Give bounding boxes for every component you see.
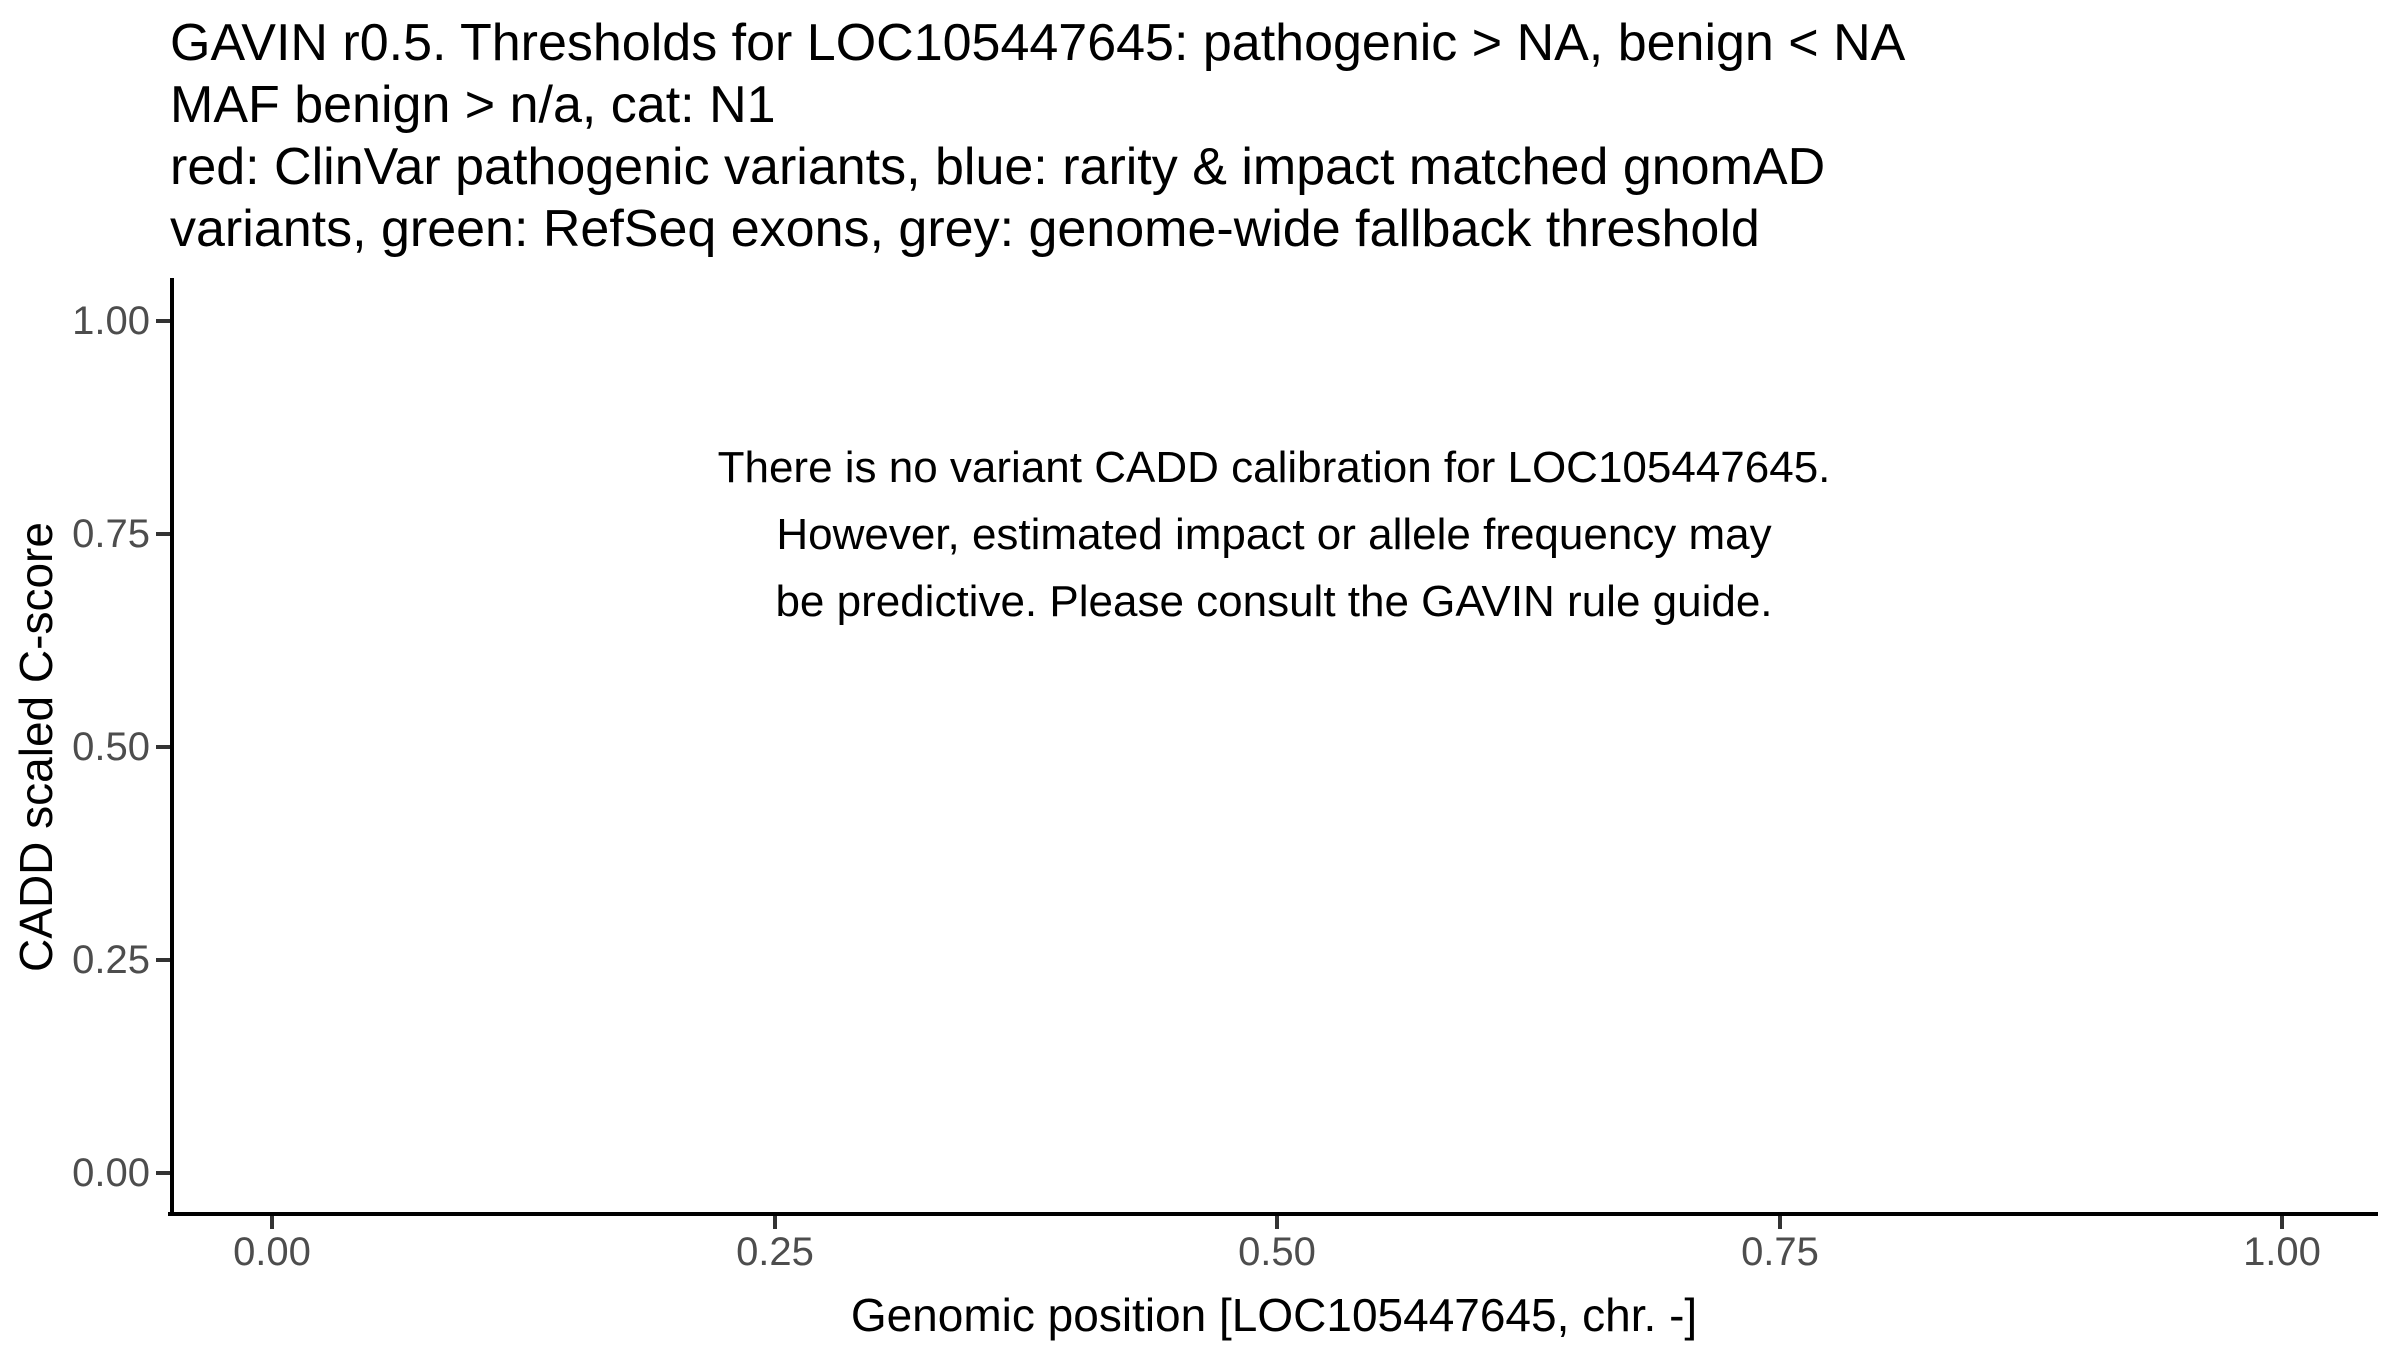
x-tick-mark — [1275, 1216, 1279, 1229]
x-axis-title: Genomic position [LOC105447645, chr. -] — [850, 1289, 1698, 1341]
x-axis-line — [168, 1212, 2378, 1216]
y-tick-mark — [156, 745, 170, 749]
y-axis-title: CADD scaled C-score — [10, 522, 62, 972]
annotation-line-3: be predictive. Please consult the GAVIN rule guide. — [775, 577, 1773, 626]
y-tick-mark — [156, 319, 170, 323]
y-tick-mark — [156, 958, 170, 962]
x-tick-label: 0.00 — [233, 1230, 311, 1274]
annotation-line-2: However, estimated impact or allele frequency may — [776, 510, 1772, 559]
plot-title-line-1: GAVIN r0.5. Thresholds for LOC105447645: pathogenic > NA, benign < NA — [170, 14, 1906, 72]
y-tick-label: 0.00 — [72, 1151, 150, 1195]
y-tick-label: 0.50 — [72, 725, 150, 769]
annotation-text — [170, 434, 2378, 635]
x-tick-label: 1.00 — [2243, 1230, 2321, 1274]
x-tick-label: 0.25 — [736, 1230, 814, 1274]
y-tick-mark — [156, 1171, 170, 1175]
x-tick-label: 0.50 — [1238, 1230, 1316, 1274]
plot-title-line-4: variants, green: RefSeq exons, grey: genome-wide fallback threshold — [170, 200, 1760, 258]
x-tick-mark — [1778, 1216, 1782, 1229]
y-tick-label: 0.75 — [72, 512, 150, 556]
plot-title-line-2: MAF benign > n/a, cat: N1 — [170, 76, 776, 134]
x-tick-mark — [773, 1216, 777, 1229]
plot-title — [170, 12, 1905, 260]
y-axis-line — [170, 278, 174, 1216]
y-tick-mark — [156, 532, 170, 536]
x-tick-mark — [2280, 1216, 2284, 1229]
x-tick-label: 0.75 — [1741, 1230, 1819, 1274]
x-tick-mark — [270, 1216, 274, 1229]
y-tick-label: 0.25 — [72, 938, 150, 982]
y-tick-label: 1.00 — [72, 299, 150, 343]
annotation-line-1: There is no variant CADD calibration for LOC105447645. — [717, 443, 1831, 492]
plot-title-line-3: red: ClinVar pathogenic variants, blue: rarity & impact matched gnomAD — [170, 138, 1826, 196]
